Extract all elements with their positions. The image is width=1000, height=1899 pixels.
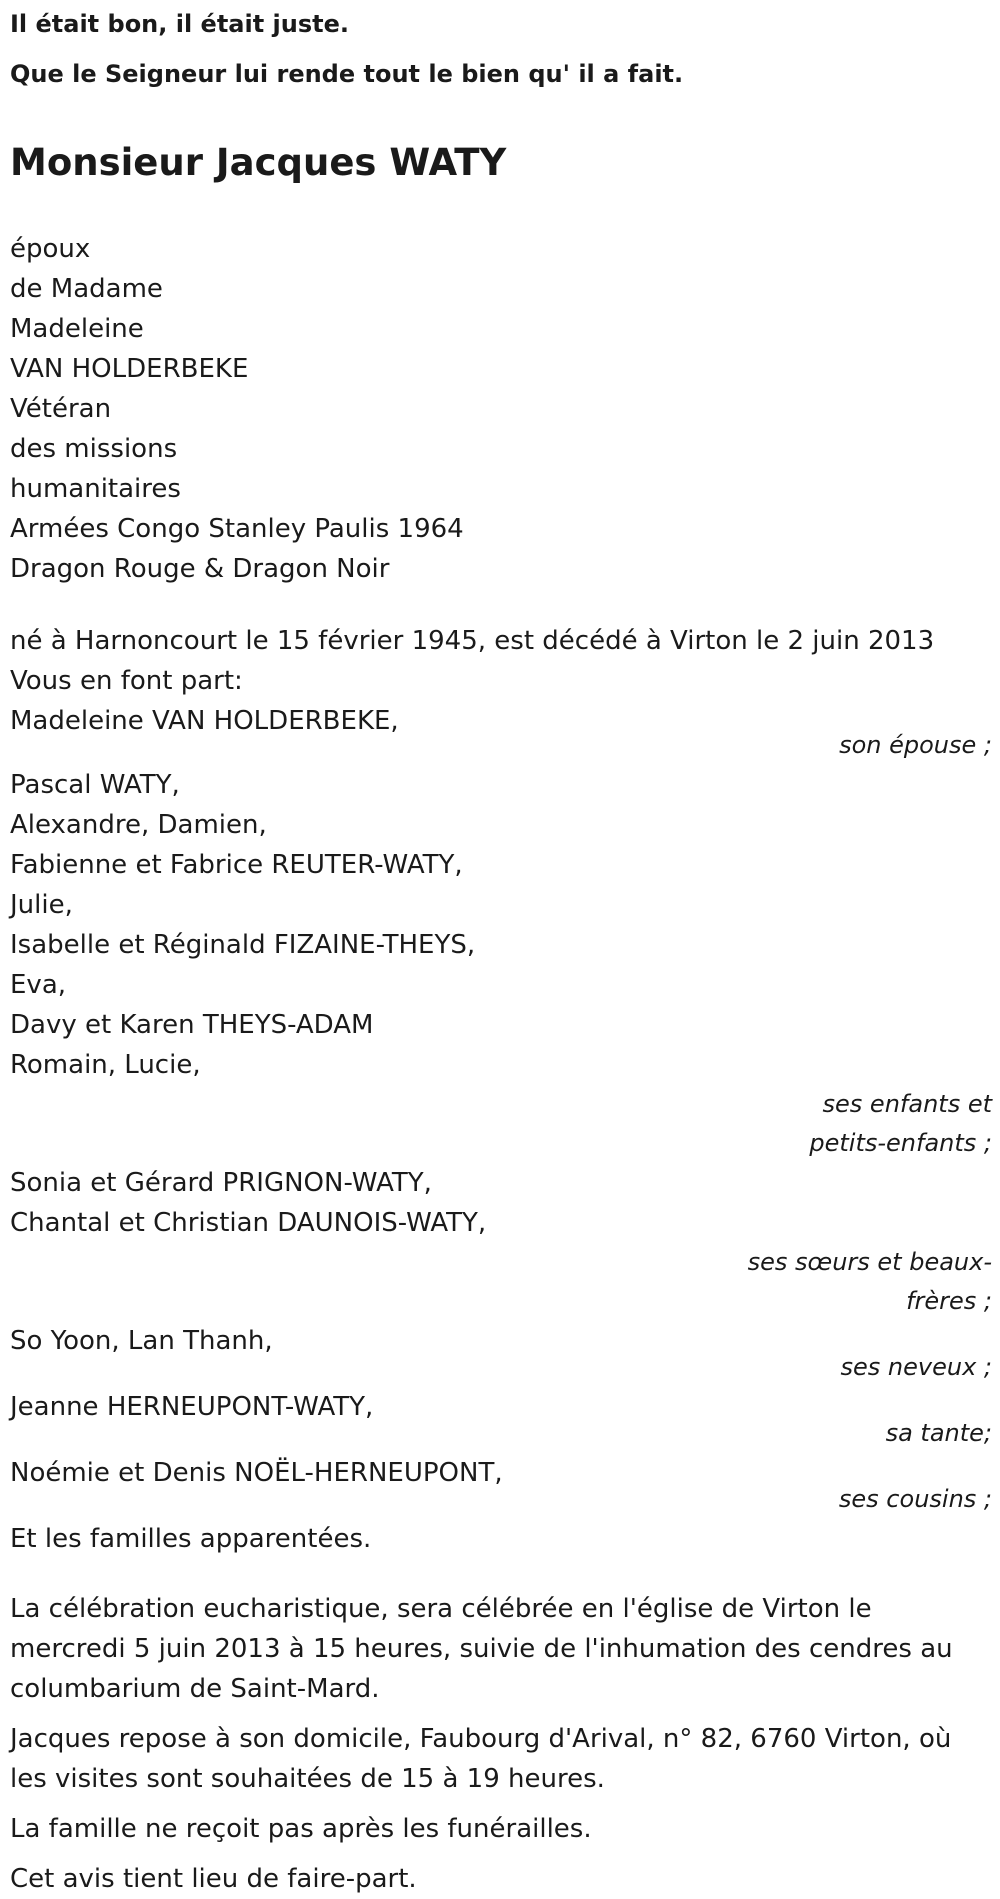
detail-line: humanitaires [10,474,181,504]
deceased-name: Monsieur Jacques WATY [10,141,507,184]
detail-line: Madeleine [10,314,144,344]
family-name-line: Sonia et Gérard PRIGNON-WATY, [10,1168,432,1198]
family-group-aunt [10,1387,992,1453]
quote-line-1: Il était bon, il était juste. [10,10,350,38]
family-role: petits-enfants ; [809,1129,992,1157]
family-group-spouse [10,701,992,765]
detail-line: Armées Congo Stanley Paulis 1964 [10,514,464,544]
quote-line-2: Que le Seigneur lui rende tout le bien qu' il a fait. [10,60,684,88]
celebration-line: columbarium de Saint-Mard. [10,1674,380,1704]
notice-line: Cet avis tient lieu de faire-part. [10,1864,417,1894]
reception-line: La famille ne reçoit pas après les funérailles. [10,1814,592,1844]
announcement-intro: Vous en font part: [10,666,243,696]
family-name-line: Alexandre, Damien, [10,810,267,840]
visits-line: Jacques repose à son domicile, Faubourg d'Arival, n° 82, 6760 Virton, où [10,1724,952,1754]
birth-death-line: né à Harnoncourt le 15 février 1945, est décédé à Virton le 2 juin 2013 [10,626,935,656]
detail-line: des missions [10,434,178,464]
family-name-line: Eva, [10,970,67,1000]
family-role: sa tante; [885,1419,992,1447]
celebration-line: mercredi 5 juin 2013 à 15 heures, suivie de l'inhumation des cendres au [10,1634,953,1664]
family-name-line: Jeanne HERNEUPONT-WATY, [10,1392,374,1422]
celebration-paragraph [10,1589,992,1709]
detail-line: VAN HOLDERBEKE [10,354,249,384]
family-name-line: Julie, [10,890,73,920]
family-name-line: So Yoon, Lan Thanh, [10,1326,273,1356]
family-group-cousins [10,1453,992,1519]
detail-line: Dragon Rouge & Dragon Noir [10,554,390,584]
family-group-children [10,765,992,1163]
family-name-line: Romain, Lucie, [10,1050,201,1080]
deceased-details [10,229,992,589]
family-group-siblings [10,1163,992,1321]
celebration-line: La célébration eucharistique, sera célébrée en l'église de Virton le [10,1594,872,1624]
family-role: ses neveux ; [840,1353,992,1381]
family-name-line: Pascal WATY, [10,770,180,800]
detail-line: de Madame [10,274,163,304]
family-name-line: Davy et Karen THEYS-ADAM [10,1010,374,1040]
family-role: ses enfants et [822,1090,992,1118]
obituary-notice [10,0,992,1899]
family-name-line: Isabelle et Réginald FIZAINE-THEYS, [10,930,476,960]
visits-line: les visites sont souhaitées de 15 à 19 heures. [10,1764,605,1794]
visits-paragraph [10,1719,992,1799]
family-role: ses sœurs et beaux- [747,1248,992,1276]
family-role: frères ; [906,1287,992,1315]
family-name-line: Madeleine VAN HOLDERBEKE, [10,706,399,736]
family-group-nephews [10,1321,992,1387]
family-role: ses cousins ; [838,1485,992,1513]
families-line: Et les familles apparentées. [10,1524,372,1554]
family-name-line: Chantal et Christian DAUNOIS-WATY, [10,1208,487,1238]
family-role: son épouse ; [839,731,992,759]
family-name-line: Noémie et Denis NOËL-HERNEUPONT, [10,1458,503,1488]
family-name-line: Fabienne et Fabrice REUTER-WATY, [10,850,463,880]
detail-line: époux [10,234,91,264]
detail-line: Vétéran [10,394,112,424]
